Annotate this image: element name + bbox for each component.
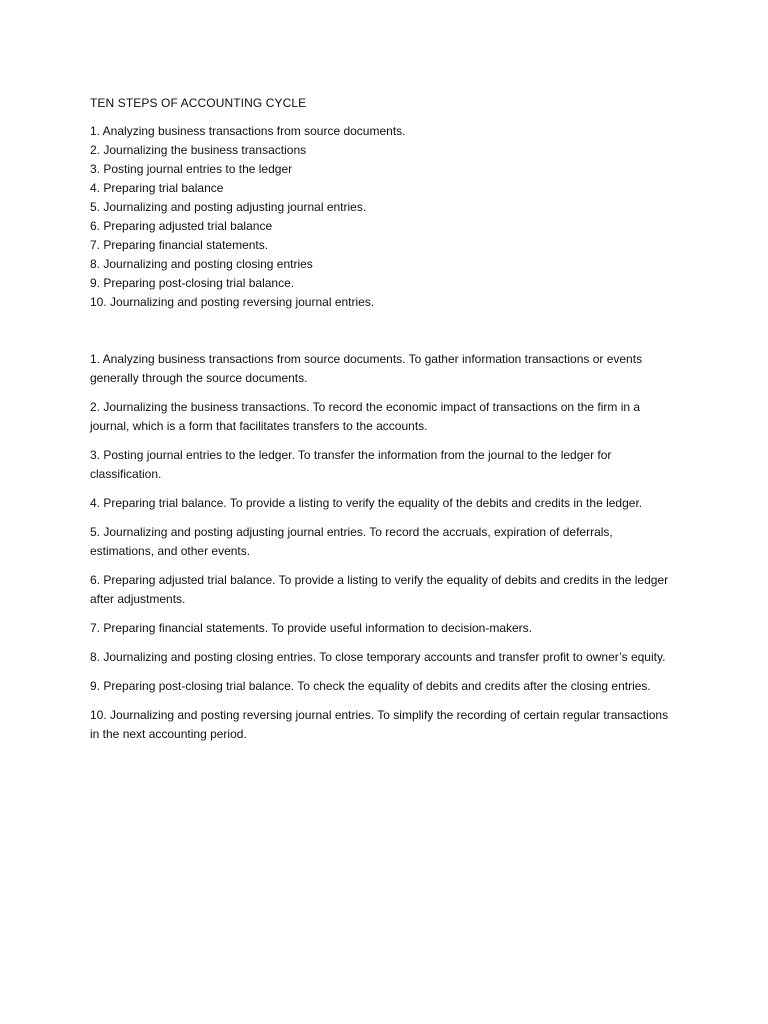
step-item-3: 3. Posting journal entries to the ledger xyxy=(90,162,293,176)
step-item-9: 9. Preparing post-closing trial balance. xyxy=(90,276,295,290)
step-item-5: 5. Journalizing and posting adjusting journal entries. xyxy=(90,200,367,214)
step-item-10: 10. Journalizing and posting reversing journal entries. xyxy=(90,295,375,309)
detail-paragraph-5: 5. Journalizing and posting adjusting journal entries. To record the accruals, expiration of deferrals, estimations, and other events. xyxy=(90,525,613,558)
detail-paragraph-9: 9. Preparing post-closing trial balance. To check the equality of debits and credits after the closing entries. xyxy=(90,679,651,693)
step-item-6: 6. Preparing adjusted trial balance xyxy=(90,219,273,233)
detail-paragraph-6: 6. Preparing adjusted trial balance. To provide a listing to verify the equality of debits and credits in the ledger after adjustments. xyxy=(90,573,669,606)
step-details xyxy=(90,350,688,744)
document-title: TEN STEPS OF ACCOUNTING CYCLE xyxy=(90,96,307,110)
step-item-1: 1. Analyzing business transactions from source documents. xyxy=(90,124,406,138)
detail-paragraph-2: 2. Journalizing the business transactions. To record the economic impact of transactions on the firm in a journal, which is a form that facilitates transfers to the accounts. xyxy=(90,400,641,433)
detail-paragraph-4: 4. Preparing trial balance. To provide a listing to verify the equality of the debits and credits in the ledger. xyxy=(90,496,643,510)
step-item-8: 8. Journalizing and posting closing entries xyxy=(90,257,313,271)
step-item-7: 7. Preparing financial statements. xyxy=(90,238,269,252)
step-item-4: 4. Preparing trial balance xyxy=(90,181,224,195)
detail-paragraph-3: 3. Posting journal entries to the ledger. To transfer the information from the journal to the ledger for classification. xyxy=(90,448,612,481)
steps-list xyxy=(90,122,688,312)
detail-paragraph-1: 1. Analyzing business transactions from source documents. To gather information transactions or events generally through the source documents. xyxy=(90,352,643,385)
detail-paragraph-10: 10. Journalizing and posting reversing journal entries. To simplify the recording of certain regular transactions in the next accounting period. xyxy=(90,708,669,741)
step-item-2: 2. Journalizing the business transactions xyxy=(90,143,307,157)
detail-paragraph-8: 8. Journalizing and posting closing entries. To close temporary accounts and transfer profit to owner’s equity. xyxy=(90,650,666,664)
detail-paragraph-7: 7. Preparing financial statements. To provide useful information to decision-makers. xyxy=(90,621,533,635)
